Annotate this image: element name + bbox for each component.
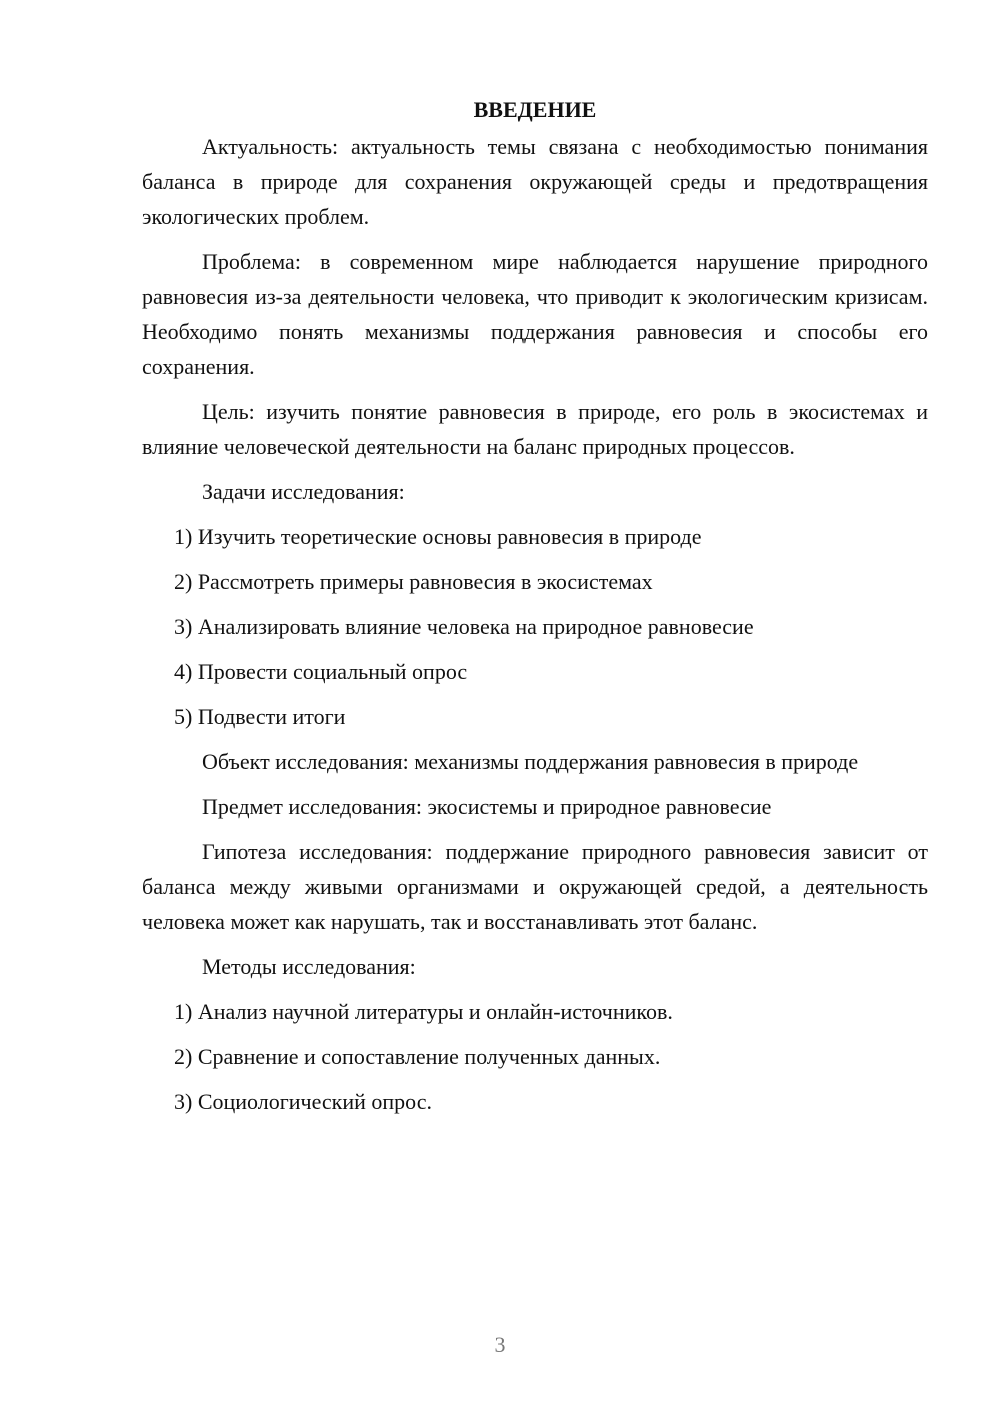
methods-list (142, 994, 928, 1119)
list-item: 2) Сравнение и сопоставление полученных данных. (174, 1044, 661, 1069)
list-item: 3) Социологический опрос. (174, 1089, 432, 1114)
document-page (142, 92, 928, 1129)
goal-paragraph: Цель: изучить понятие равновесия в природе, его роль в экосистемах и влияние человеческой деятельности на баланс природных процессов. (142, 399, 928, 459)
list-item: 4) Провести социальный опрос (174, 659, 468, 684)
section-heading: ВВЕДЕНИЕ (473, 97, 597, 122)
list-item: 1) Анализ научной литературы и онлайн-источников. (174, 999, 673, 1024)
list-item: 3) Анализировать влияние человека на природное равновесие (174, 614, 754, 639)
tasks-list (142, 519, 928, 734)
relevance-paragraph: Актуальность: актуальность темы связана с необходимостью понимания баланса в природе для сохранения окружающей среды и предотвращения экологических проблем. (142, 134, 928, 229)
list-item: 5) Подвести итоги (174, 704, 346, 729)
list-item: 1) Изучить теоретические основы равновесия в природе (174, 524, 702, 549)
methods-title: Методы исследования: (202, 954, 416, 979)
page-number: 3 (494, 1332, 506, 1357)
object-paragraph: Объект исследования: механизмы поддержания равновесия в природе (202, 749, 859, 774)
subject-paragraph: Предмет исследования: экосистемы и природное равновесие (202, 794, 772, 819)
list-item: 2) Рассмотреть примеры равновесия в экосистемах (174, 569, 653, 594)
tasks-title: Задачи исследования: (202, 479, 405, 504)
hypothesis-paragraph: Гипотеза исследования: поддержание природного равновесия зависит от баланса между живыми организмами и окружающей средой, а деятельность человека может как нарушать, так и восстанавливать этот баланс. (142, 839, 928, 934)
problem-paragraph: Проблема: в современном мире наблюдается нарушение природного равновесия из-за деятельности человека, что приводит к экологическим кризисам. Необходимо понять механизмы поддержания равновесия и способы его сохранения. (142, 249, 928, 379)
